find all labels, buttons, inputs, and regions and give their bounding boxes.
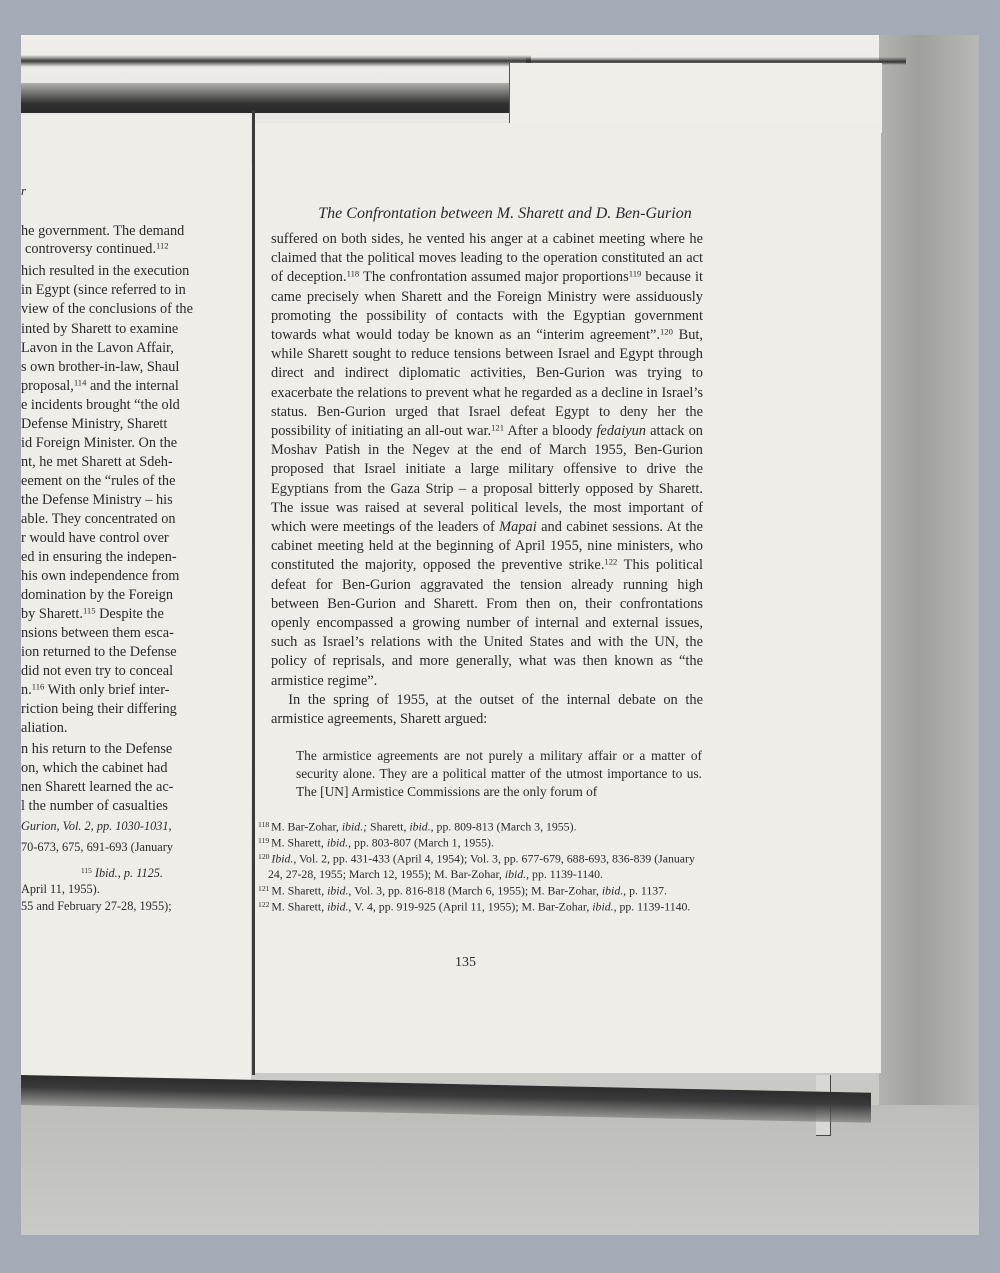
left-line: nsions between them esca- (21, 625, 174, 641)
footnote-number: 119 (258, 836, 272, 846)
right-shadow (879, 35, 979, 1235)
left-line: e incidents brought “the old (21, 397, 180, 413)
left-line: r would have control over (21, 530, 169, 546)
left-line: he government. The demand (21, 223, 185, 239)
left-line: aliation. (21, 720, 68, 736)
left-line: proposal,$^{114}$ and the internal (21, 377, 179, 394)
left-line: nen Sharett learned the ac- (21, 779, 174, 795)
footnote: $^{118}$ M. Bar-Zohar, ibid.; Sharett, ibid., pp. 809-813 (March 3, 1955). (258, 819, 577, 834)
footnote-number: 122 (258, 899, 272, 909)
left-line: id Foreign Minister. On the (21, 435, 178, 451)
left-line: Defense Ministry, Sharett (21, 416, 168, 432)
body-text (271, 230, 703, 729)
footnote-ref: 119 (628, 268, 642, 279)
left-line: riction being their differing (21, 701, 177, 717)
left-line: on, which the cabinet had (21, 760, 168, 776)
footnote-ref: 121 (491, 422, 504, 433)
left-line: n.$^{116}$ With only brief inter- (21, 681, 170, 698)
left-line: did not even try to conceal (21, 663, 174, 679)
left-line: controversy continued.$^{112}$ (25, 240, 169, 257)
left-line: hich resulted in the execution (21, 263, 190, 279)
left-line: nt, he met Sharett at Sdeh- (21, 454, 173, 470)
footnote: $^{121}$ M. Sharett, ibid., Vol. 3, pp. 816-818 (March 6, 1955); M. Bar-Zohar, ibid., p. 1137. (258, 882, 667, 897)
left-line: n his return to the Defense (21, 741, 173, 757)
footnote: $^{119}$ M. Sharett, ibid., pp. 803-807 (March 1, 1955). (258, 835, 494, 850)
left-line: in Egypt (since referred to in (21, 282, 186, 298)
footnote-number: 121 (258, 883, 272, 893)
footnote-ref: 120 (659, 326, 673, 337)
left-line: able. They concentrated on (21, 511, 176, 527)
paragraph: In the spring of 1955, at the outset of the internal debate on the armistice agreements, Sharett argued: (271, 691, 703, 728)
left-footnote: $^{115}$ Ibid., p. 1125. (81, 865, 163, 880)
left-line: domination by the Foreign (21, 587, 174, 603)
left-footnote: 55 and February 27-28, 1955); (21, 899, 172, 913)
left-line: l the number of casualties (21, 798, 168, 814)
paragraph: suffered on both sides, he vented his anger at a cabinet meeting where he claimed that the political moves leading to the operation constituted an act of deception.$^{118}$ The confrontation assumed major proportions$^{119}$ because it came precisely when Sharett and the Foreign Ministry were assiduously promoting the possibility of contacts with the Egyptian government towards what would today be known as an “interim agreement”.$^{120}$ But, while Sharett sought to reduce tensions between Israel and Egypt through direct and indirect diplomatic activities, Ben-Gurion was trying to exacerbate the relations to prevent what he regarded as a decline in Israel’s status. Ben-Gurion urged that Israel defeat Egypt to deny her the possibility of initiating an all-out war.$^{121}$ After a bloody fedaiyun attack on Moshav Patish in the Negev at the end of March 1955, Ben-Gurion proposed that Israel initiate a large military offensive to drive the Egyptians from the Gaza Strip – a proposal bitterly opposed by Sharett. The issue was raised at several political levels, the most important of which were meetings of the leaders of Mapai and cabinet sessions. At the cabinet meeting held at the beginning of April 1955, nine ministers, who constituted the majority, opposed the preventive strike.$^{122}$ This political defeat for Ben-Gurion aggravated the tension already running high between Ben-Gurion and Sharett. From then on, their confrontations openly encompassed a growing number of internal and external issues, such as Israel’s relations with the United States and with the UN, the policy of reprisals, and more generally, what was then known as “the armistice regime”. (271, 231, 704, 689)
footnote-number: 118 (258, 820, 272, 829)
page-number: 135 (455, 955, 476, 970)
left-line: s own brother-in-law, Shaul (21, 359, 180, 375)
footnote-ref: 118 (346, 268, 360, 279)
left-line: view of the conclusions of the (21, 301, 193, 317)
left-line: inted by Sharett to examine (21, 321, 179, 337)
footnote: $^{122}$ M. Sharett, ibid., V. 4, pp. 919-925 (April 11, 1955); M. Bar-Zohar, ibid., pp. 1139-1140. (258, 899, 691, 914)
left-running-head-fragment: r (21, 183, 27, 198)
left-line: his own independence from (21, 568, 180, 584)
left-line: eement on the “rules of the (21, 473, 176, 489)
footnote-ref: 122 (604, 556, 618, 567)
left-line: ion returned to the Defense (21, 644, 177, 660)
footnotes (258, 818, 703, 914)
left-footnote: April 11, 1955). (21, 882, 100, 896)
block-quote: The armistice agreements are not purely a military affair or a matter of security alone. They are a political matter of the utmost importance to us. The [UN] Armistice Commissions are the only forum of (296, 748, 702, 799)
left-page-text (21, 0, 251, 1273)
left-footnote: 70-673, 675, 691-693 (January (21, 840, 173, 854)
running-head: The Confrontation between M. Sharett and D. Ben-Gurion (318, 205, 692, 222)
left-line: the Defense Ministry – his (21, 492, 173, 508)
left-line: Lavon in the Lavon Affair, (21, 340, 174, 356)
footnote-number: 120 (258, 852, 272, 862)
left-line: by Sharett.$^{115}$ Despite the (21, 605, 164, 622)
book-spine (252, 110, 255, 1075)
footnote: $^{120}$ Ibid., Vol. 2, pp. 431-433 (April 4, 1954); Vol. 3, pp. 677-679, 688-693, 836-839 (January 24, 27-28, 1955; March 12, 1955); M. Bar-Zohar, ibid., pp. 1139-1140. (258, 851, 695, 881)
left-footnote: Gurion, Vol. 2, pp. 1030-1031, (21, 819, 172, 833)
left-line: ed in ensuring the indepen- (21, 549, 177, 565)
